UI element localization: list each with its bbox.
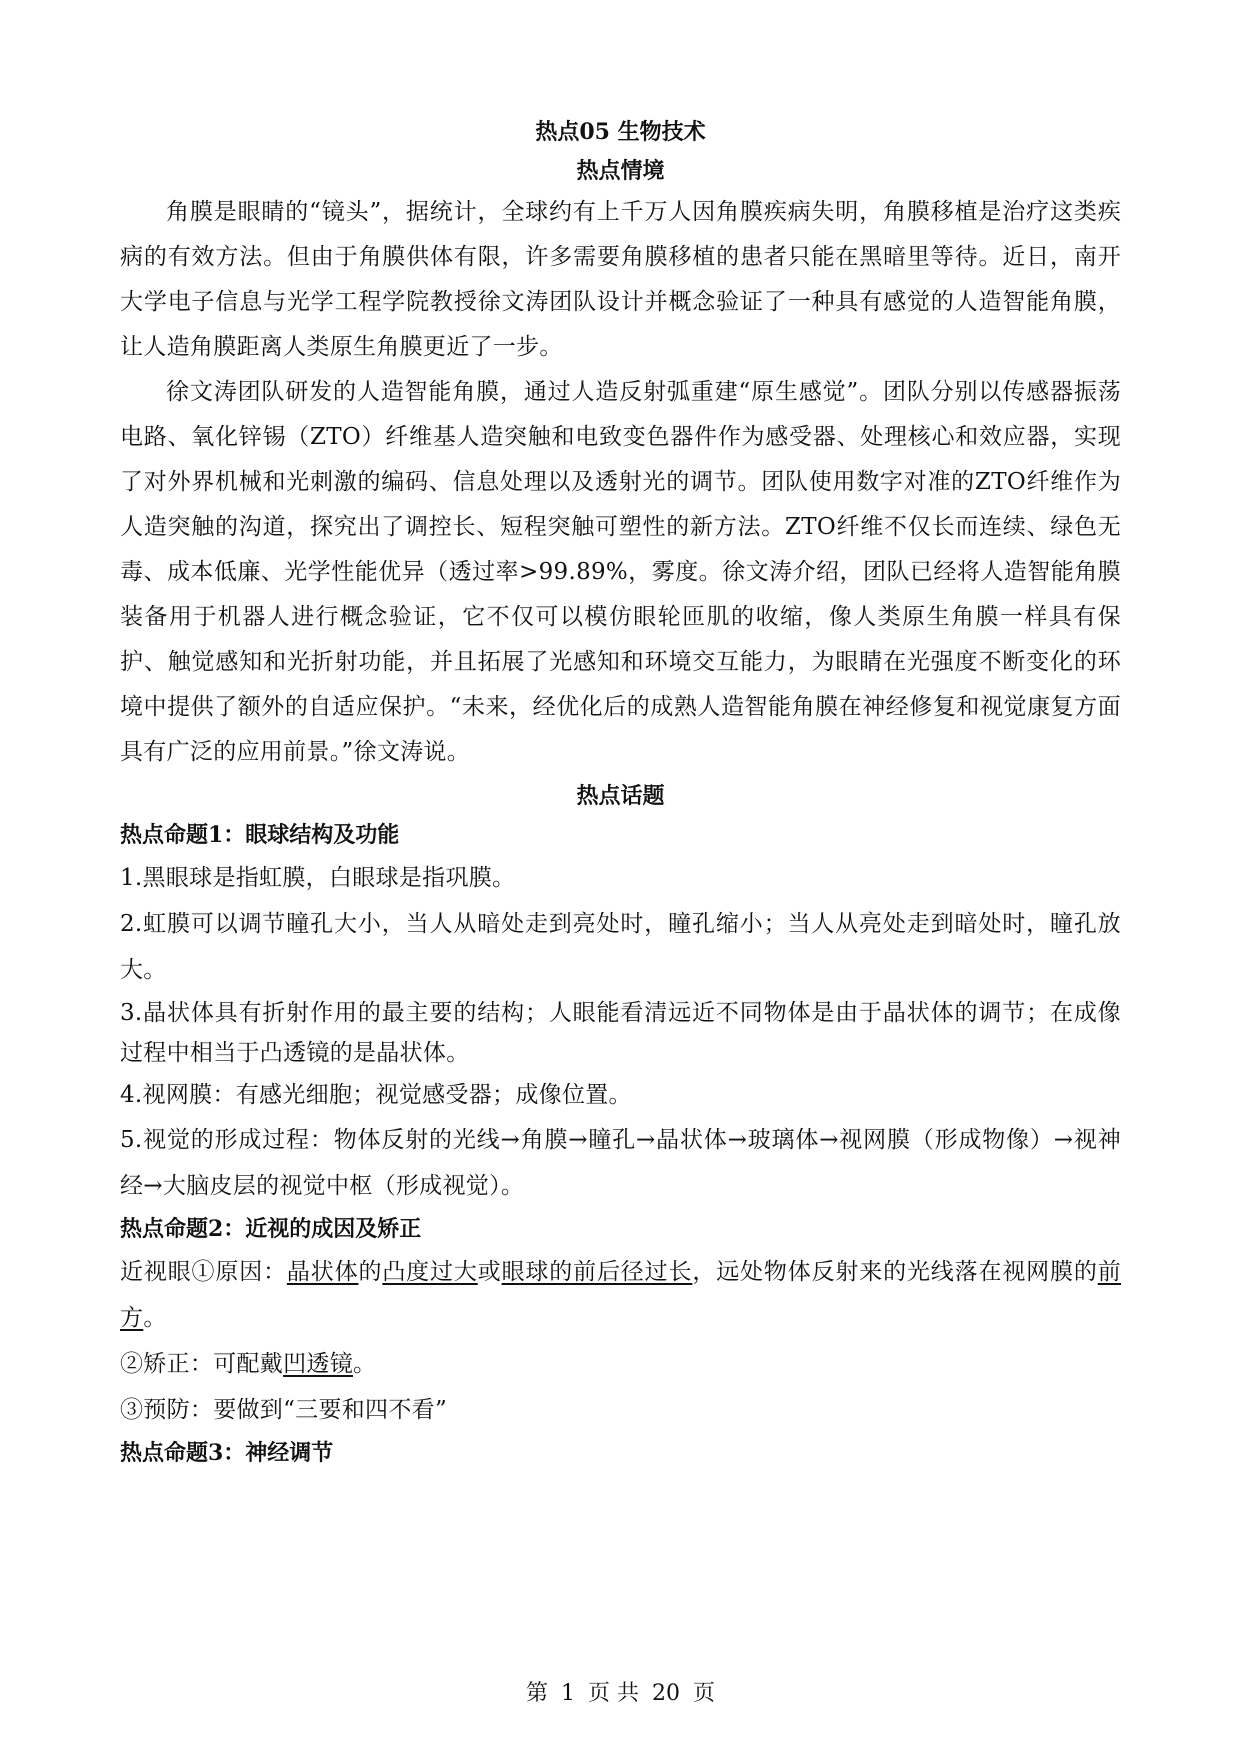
section-heading-topics: 热点话题 [576,783,665,809]
topic-2-prevention: ③预防：要做到“三要和四不看” [120,1397,448,1423]
footer-post: 页 [693,1681,716,1706]
correction-prefix: ②矫正：可配戴 [120,1351,284,1377]
footer-total-pages: 20 [652,1681,680,1706]
topic-1-item: 5.视觉的形成过程：物体反射的光线→角膜→瞳孔→晶状体→玻璃体→视网膜（形成物像）→视神经→大脑皮层的视觉中枢（形成视觉）。 [120,1127,1121,1199]
cause-underlined-lens: 晶状体 [286,1259,359,1285]
section-heading-context: 热点情境 [576,158,665,184]
cause-text: ，远处物体反射来的光线落在视网膜的 [692,1259,1098,1285]
topic-2-cause [120,1249,1121,1341]
correction-suffix: 。 [353,1351,377,1377]
context-paragraph-2: 徐文涛团队研发的人造智能角膜，通过人造反射弧重建“原生感觉”。团队分别以传感器振荡电路、氧化锌锡（ZTO）纤维基人造突触和电致变色器件作为感受器、处理核心和效应器，实现了对外界机械和光刺激的编码、信息处理以及透射光的调节。团队使用数字对准的ZTO纤维作为人造突触的沟道，探究出了调控长、短程突触可塑性的新方法。ZTO纤维不仅长而连续、绿色无毒、成本低廉、光学性能优异（透过率>99.89%，雾度。徐文涛介绍，团队已经将人造智能角膜装备用于机器人进行概念验证，它不仅可以模仿眼轮匝肌的收缩，像人类原生角膜一样具有保护、触觉感知和光折射功能，并且拓展了光感知和环境交互能力，为眼睛在光强度不断变化的环境中提供了额外的自适应保护。“未来，经优化后的成熟人造智能角膜在神经修复和视觉康复方面具有广泛的应用前景。”徐文涛说。 [120,379,1121,765]
topic-1-heading: 热点命题1：眼球结构及功能 [120,822,400,848]
document-title: 热点05 生物技术 [535,119,706,145]
page-footer [0,1676,1241,1707]
topic-1-item: 2.虹膜可以调节瞳孔大小，当人从暗处走到亮处时，瞳孔缩小；当人从亮处走到暗处时，瞳孔放大。 [120,911,1121,983]
cause-underlined-convexity: 凸度过大 [382,1259,478,1285]
correction-underlined-lens: 凹透镜 [283,1351,354,1377]
cause-text: 的 [358,1259,383,1285]
cause-prefix: 近视眼①原因： [120,1259,287,1285]
topic-1-item: 3.晶状体具有折射作用的最主要的结构；人眼能看清远近不同物体是由于晶状体的调节；在成像过程中相当于凸透镜的是晶状体。 [120,1000,1121,1066]
footer-pre: 第 [525,1681,548,1706]
context-paragraph-1: 角膜是眼睛的“镜头”，据统计，全球约有上千万人因角膜疾病失明，角膜移植是治疗这类疾病的有效方法。但由于角膜供体有限，许多需要角膜移植的患者只能在黑暗里等待。近日，南开大学电子信息与光学工程学院教授徐文涛团队设计并概念验证了一种具有感觉的人造智能角膜，让人造角膜距离人类原生角膜更近了一步。 [120,199,1121,360]
cause-underlined-front: 前方 [120,1259,1122,1331]
topic-2-heading: 热点命题2：近视的成因及矫正 [120,1216,422,1242]
cause-text: 。 [143,1305,167,1331]
footer-mid: 页 共 [588,1681,639,1706]
topic-1-item: 4.视网膜：有感光细胞；视觉感受器；成像位置。 [120,1082,632,1108]
topic-1-item: 1.黑眼球是指虹膜，白眼球是指巩膜。 [120,865,516,891]
cause-underlined-axis: 眼球的前后径过长 [501,1259,693,1285]
document-body [120,114,1121,1473]
topic-2-correction [120,1341,1121,1387]
cause-text: 或 [477,1259,502,1285]
topic-3-heading: 热点命题3：神经调节 [120,1440,334,1466]
footer-page-number: 1 [561,1681,575,1706]
